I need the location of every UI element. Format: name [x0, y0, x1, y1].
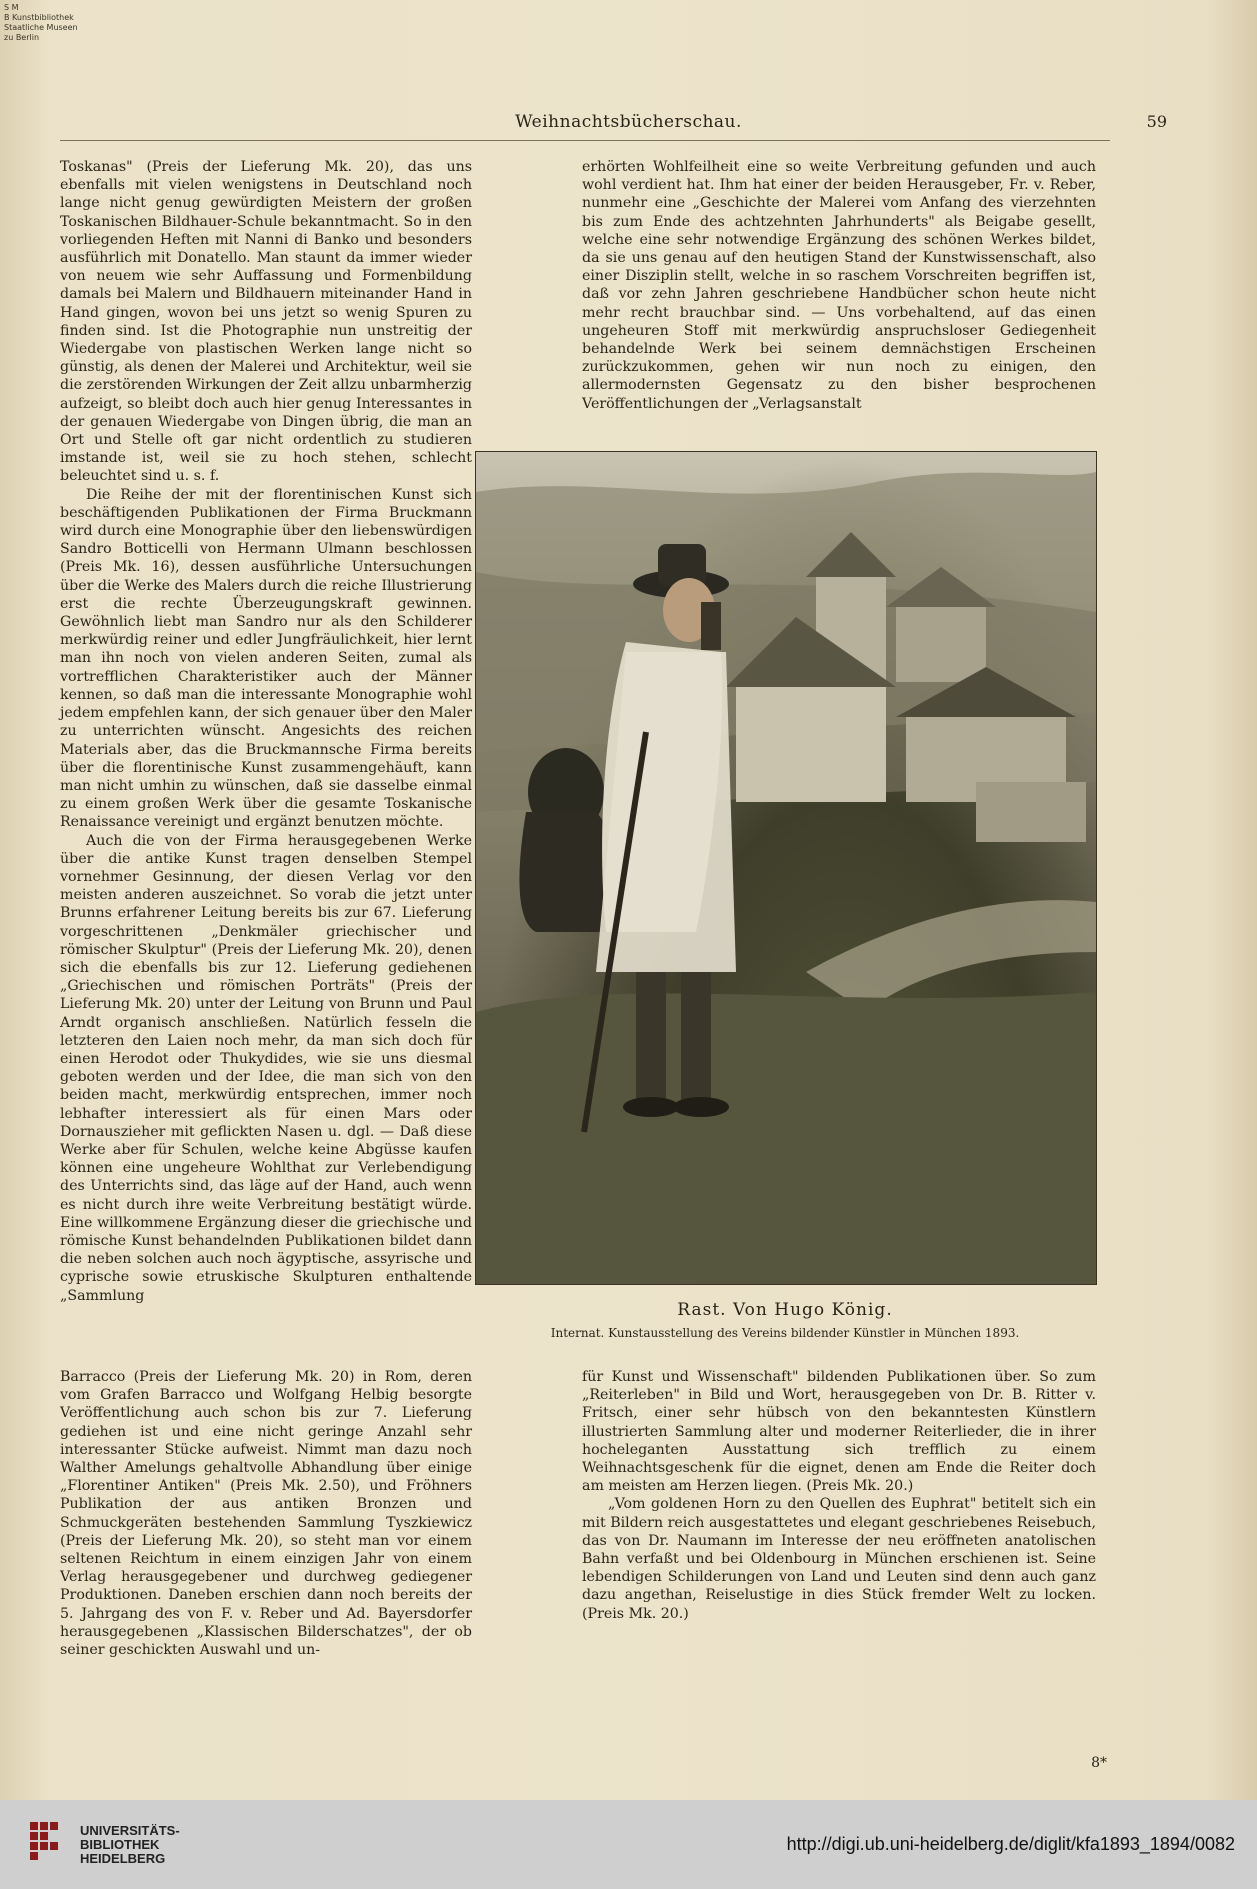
library-name-line: BIBLIOTHEK: [80, 1837, 160, 1852]
stamp-line: S M: [4, 3, 19, 12]
stamp-line: zu Berlin: [4, 33, 40, 42]
figure-caption-source: Internat. Kunstausstellung des Vereins bildender Künstler in München 1893.: [550, 1326, 1020, 1340]
paragraph: Auch die von der Firma herausgegebenen Werke über die antike Kunst tragen denselben Stempel vornehmer Gesinnung, der diesen Verlag vor den meisten anderen auszeichnet. So vorab die jetzt unter Brunns erfahrener Leitung bereits bis zur 67. Lieferung vorgeschrittenen „Denkmäler griechischer und römischer Skulptur" (Preis der Lieferung Mk. 20), denen sich die ebenfalls bis zur 12. Lieferung gediehenen „Griechischen und römischen Porträts" (Preis der Lieferung Mk. 20) unter der Leitung von Brunn und Paul Arndt organisch anschließen. Natürlich fesseln die letzteren den Laien noch mehr, da man sich doch für einen Herodot oder Thukydides, wie sie uns diesmal geboten werden und der Idee, die man sich von den beiden macht, merkwürdig entsprechen, immer noch lebhafter interessiert als für einen Mars oder Dornauszieher mit geflickten Nasen u. dgl. — Daß diese Werke aber für Schulen, welche keine Abgüsse kaufen können eine ungeheure Wohlthat zur Verlebendigung des Unterrichts sind, das läge auf der Hand, auch wenn es nicht durch ihre weite Verbreitung bestätigt würde. Eine willkommene Ergänzung dieser die griechische und römische Kunst behandelnden Publikationen bildet dann die neben solchen auch noch ägyptische, assyrische und cyprische sowie etruskische Skulpturen enthaltende „Sammlung: [60, 832, 472, 1304]
permalink-url[interactable]: http://digi.ub.uni-heidelberg.de/diglit/kfa1893_1894/0082: [786, 1834, 1235, 1854]
paragraph: Die Reihe der mit der florentinischen Kunst sich beschäftigenden Publikationen der Firma Bruckmann wird durch eine Monographie über den liebenswürdigen Sandro Botticelli von Hermann Ulmann beschlossen (Preis Mk. 16), dessen ausführliche Untersuchungen über die Werke des Malers durch die reiche Illustrierung erst die rechte Überzeugungskraft gewinnen. Gewöhnlich liebt man Sandro nur als den Schilderer merkwürdig reiner und edler Jungfräulichkeit, hier lernt man ihn noch von vielen anderen Seiten, zumal als vortrefflichen Charakteristiker auch der Männer kennen, so daß man die interessante Monographie wohl jedem empfehlen kann, der sich genauer über den Maler zu unterrichten wünscht. Angesichts des reichen Materials aber, das die Bruckmannsche Firma bereits über die florentinische Kunst zusammengehäuft, kann man nicht umhin zu wünschen, daß sie dasselbe einmal zu einem großen Werk über die gesamte Toskanische Renaissance vereinigt und ergänzt benutzen möchte.: [60, 486, 472, 831]
stamp-line: B Kunstbibliothek: [4, 13, 74, 22]
header-rule: [60, 140, 1110, 141]
library-name: [80, 1824, 180, 1866]
left-column-bottom: [60, 1368, 472, 1659]
left-column: [60, 158, 472, 1305]
paragraph: Toskanas" (Preis der Lieferung Mk. 20), das uns ebenfalls mit vielen wenigstens in Deutschland noch lange nicht genug gewürdigten Meistern der großen Toskanischen Bildhauer-Schule bekanntmacht. So in den vorliegenden Heften mit Nanni di Banko und besonders ausführlich mit Donatello. Man staunt da immer wieder von neuem wie sehr Auffassung und Formenbildung damals bei Malern und Bildhauern miteinander Hand in Hand gingen, wovon bei uns jetzt so wenig Spuren zu finden sind. Ist die Photographie nun unstreitig der Wiedergabe von plastischen Werken lange nicht so günstig, als denen der Malerei und Architektur, weil sie die zerstörenden Wirkungen der Zeit allzu unbarmherzig aufzeigt, so bleibt doch auch hier genug Interessantes in der genauen Wiedergabe von Dingen übrig, die man an Ort und Stelle oft gar nicht ordentlich zu studieren imstande ist, weil sie zu hoch stehen, schlecht beleuchtet sind u. s. f.: [60, 159, 472, 485]
figure-caption-title: Rast. Von Hugo König.: [677, 1300, 893, 1320]
signature-mark: 8*: [1091, 1755, 1107, 1771]
stamp-line: Staatliche Museen: [4, 23, 78, 32]
university-library-logo-icon: [30, 1822, 70, 1868]
library-name-line: HEIDELBERG: [80, 1851, 166, 1866]
library-stamp: [4, 3, 94, 43]
right-column-bottom: [582, 1368, 1096, 1623]
illustration-rast: [475, 451, 1097, 1285]
paragraph: Barracco (Preis der Lieferung Mk. 20) in Rom, deren vom Grafen Barracco und Wolfgang Helbig besorgte Veröffentlichung auch schon bis zur 7. Lieferung gediehen ist und eine nicht geringe Anzahl sehr interessanter Stücke aufweist. Nimmt man dazu noch Walther Amelungs gehaltvolle Abhandlung über einige „Florentiner Antiken" (Preis Mk. 2.50), und Fröhners Publikation der aus antiken Bronzen und Schmuckgeräten bestehenden Sammlung Tyszkiewicz (Preis der Lieferung Mk. 20), so steht man vor einem seltenen Reichtum in einem einzigen Jahr von einem Verlag herausgegebener und durchweg gediegener Produktionen. Daneben erschien dann noch bereits der 5. Jahrgang des von F. v. Reber und Ad. Bayersdorfer herausgegebenen „Klassischen Bilderschatzes", der ob seiner geschickten Auswahl und un-: [60, 1369, 472, 1659]
painting-image: [476, 452, 1096, 1284]
footer-bar: [0, 1800, 1257, 1889]
right-column-top: [582, 158, 1096, 413]
paragraph: erhörten Wohlfeilheit eine so weite Verbreitung gefunden und auch wohl verdient hat. Ihm hat einer der beiden Herausgeber, Fr. v. Reber, nunmehr eine „Geschichte der Malerei vom Anfang des vierzehnten bis zum Ende des achtzehnten Jahrhunderts" als Beigabe gesellt, welche eine sehr notwendige Ergänzung des schönen Werkes bildet, da sie uns genau auf den heutigen Stand der Kunstwissenschaft, also einer Disziplin stellt, welche in so raschem Vorschreiten begriffen ist, daß vor zehn Jahren geschriebene Handbücher schon heute nicht mehr recht brauchbar sind. — Uns vorbehaltend, auf das einen ungeheuren Stoff mit merkwürdig anspruchsloser Gediegenheit behandelnde Werk bei seinem demnächstigen Erscheinen zurückzukommen, gehen wir nun noch zu einigen, den allermodernsten Gegensatz zu den bisher besprochenen Veröffentlichungen der „Verlagsanstalt: [582, 159, 1096, 412]
library-name-line: UNIVERSITÄTS-: [80, 1823, 180, 1838]
running-head: [60, 112, 1197, 138]
paragraph: für Kunst und Wissenschaft" bildenden Publikationen über. So zum „Reiterleben" in Bild und Wort, herausgegeben von Dr. B. Ritter v. Fritsch, einer sehr hübsch von den bekanntesten Künstlern illustrierten Sammlung alter und moderner Reiterlieder, die in ihrer hocheleganten Ausstattung sich trefflich zu einem Weihnachtsgeschenk für die eignet, denen am Ende die Reiter doch am meisten am Herzen liegen. (Preis Mk. 20.): [582, 1369, 1096, 1495]
paragraph: „Vom goldenen Horn zu den Quellen des Euphrat" betitelt sich ein mit Bildern reich ausgestattetes und elegant geschriebenes Reisebuch, das von Dr. Naumann im Interesse der neu eröffneten anatolischen Bahn verfaßt und bei Oldenbourg in München erschienen ist. Seine lebendigen Schilderungen von Land und Leuten sind denn auch ganz dazu angethan, Reiselustige in dies Stück fremder Welt zu locken. (Preis Mk. 20.): [582, 1496, 1096, 1622]
running-head-title: Weihnachtsbücherschau.: [515, 112, 742, 132]
page-number: 59: [1146, 112, 1167, 131]
